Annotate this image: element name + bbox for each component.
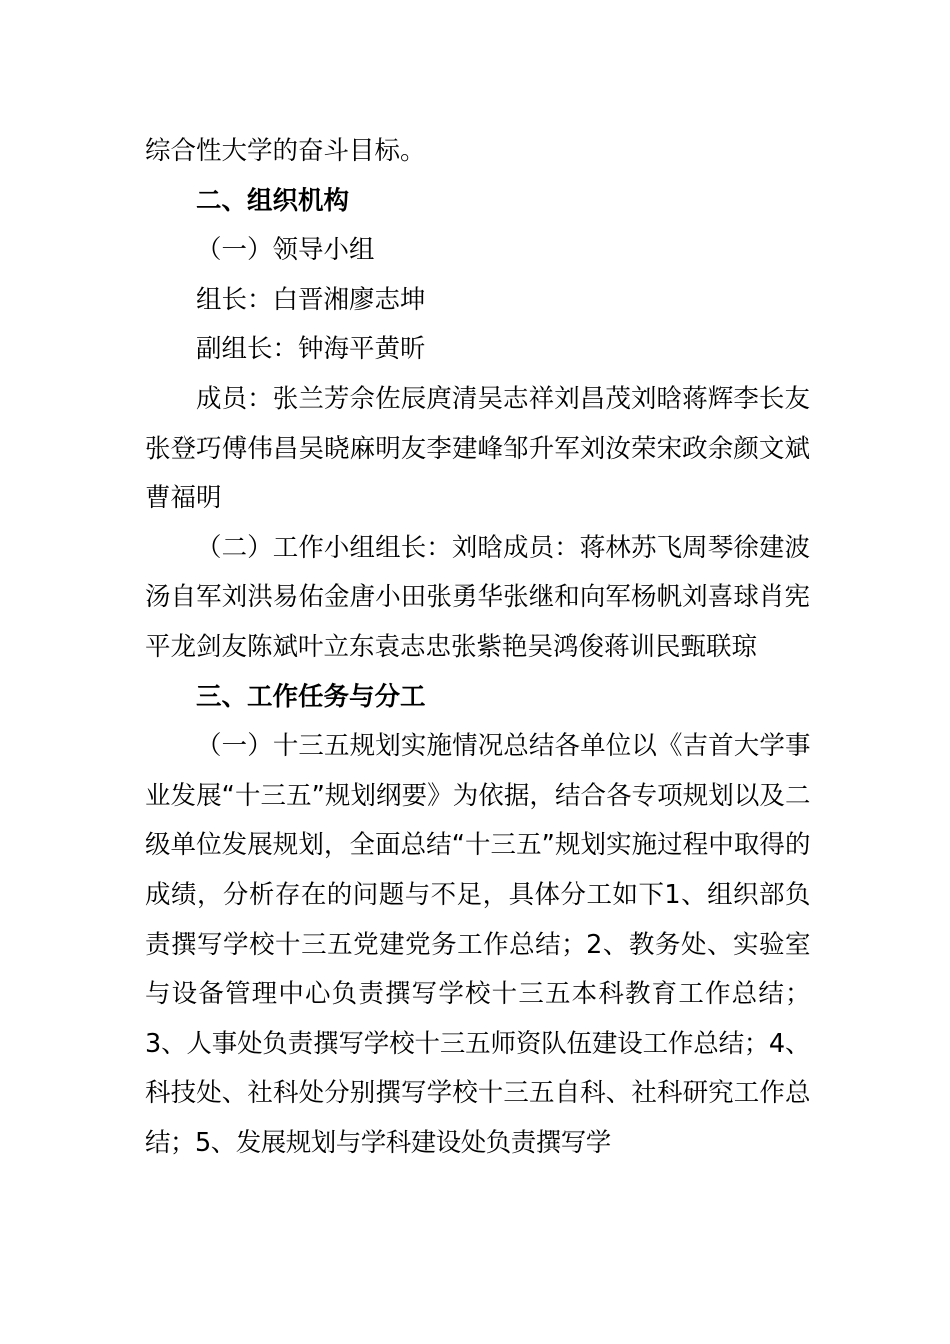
subheading-leadership-group: （一）领导小组	[196, 235, 375, 266]
section-heading-organization: 二、组织机构	[196, 185, 350, 216]
paragraph-members: 成员：张兰芳佘佐辰庹清吴志祥刘昌茂刘晗蒋辉李长友张登巧傅伟昌吴晓麻明友李建峰邹升军刘汝荣宋政余颜文斌曹福明	[145, 383, 810, 514]
paragraph-goal: 综合性大学的奋斗目标。	[145, 136, 426, 166]
paragraph-vice-leader: 副组长：钟海平黄昕	[196, 334, 426, 365]
document-page	[145, 127, 810, 1168]
paragraph-tasks: （一）十三五规划实施情况总结各单位以《吉首大学事业发展“十三五”规划纲要》为依据，结合各专项规划以及二级单位发展规划，全面总结“十三五”规划实施过程中取得的成绩，分析存在的问题与不足，具体分工如下1、组织部负责撰写学校十三五党建党务工作总结；2、教务处、实验室与设备管理中心负责撰写学校十三五本科教育工作总结；3、人事处负责撰写学校十三五师资队伍建设工作总结；4、科技处、社科处分别撰写学校十三五自科、社科研究工作总结；5、发展规划与学科建设处负责撰写学	[145, 731, 810, 1158]
section-heading-tasks: 三、工作任务与分工	[196, 681, 426, 712]
paragraph-group-leader: 组长：白晋湘廖志坤	[196, 284, 426, 315]
paragraph-working-group: （二）工作小组组长：刘晗成员：蒋林苏飞周琴徐建波汤自军刘洪易佑金唐小田张勇华张继和向军杨帆刘喜球肖宪平龙剑友陈斌叶立东袁志忠张紫艳吴鸿俊蒋训民甄联琼	[145, 532, 810, 662]
